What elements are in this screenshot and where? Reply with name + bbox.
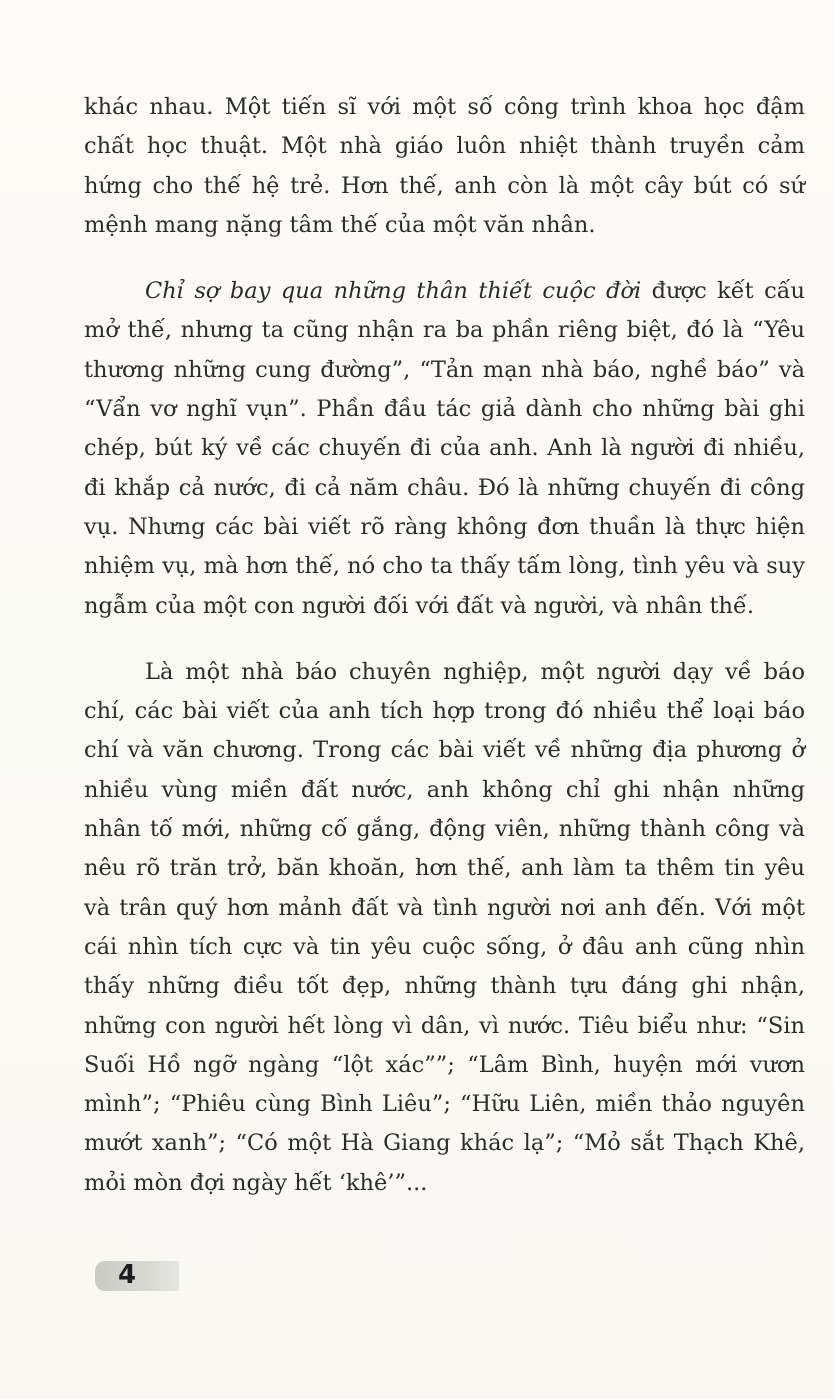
paragraph-2: [84, 272, 805, 626]
paragraph-3-text: Là một nhà báo chuyên nghiệp, một người dạy về báo chí, các bài viết của anh tích hợp trong đó nhiều thể loại báo chí và văn chương. Trong các bài viết về những địa phương ở nhiều vùng miền đất nước, anh không chỉ ghi nhận những nhân tố mới, những cố gắng, động viên, những thành công và nêu rõ trăn trở, băn khoăn, hơn thế, anh làm ta thêm tin yêu và trân quý hơn mảnh đất và tình người nơi anh đến. Với một cái nhìn tích cực và tin yêu cuộc sống, ở đâu anh cũng nhìn thấy những điều tốt đẹp, những thành tựu đáng ghi nhận, những con người hết lòng vì dân, vì nước. Tiêu biểu như: “Sin Suối Hồ ngỡ ngàng “lột xác””; “Lâm Bình, huyện mới vươn mình”; “Phiêu cùng Bình Liêu”; “Hữu Liên, miền thảo nguyên mướt xanh”; “Có một Hà Giang khác lạ”; “Mỏ sắt Thạch Khê, mỏi mòn đợi ngày hết ‘khê’”...: [84, 658, 805, 1196]
paragraph-1: [84, 88, 805, 245]
paragraph-3: [84, 653, 805, 1203]
book-title-italic: Chỉ sợ bay qua những thân thiết cuộc đời: [145, 278, 642, 305]
paragraph-gap: [84, 626, 805, 653]
page-number-tab: [95, 1261, 179, 1291]
paragraph-2-text: được kết cấu mở thế, nhưng ta cũng nhận ra ba phần riêng biệt, đó là “Yêu thương những cung đường”, “Tản mạn nhà báo, nghề báo” và “Vẩn vơ nghĩ vụn”. Phần đầu tác giả dành cho những bài ghi chép, bút ký về các chuyến đi của anh. Anh là người đi nhiều, đi khắp cả nước, đi cả năm châu. Đó là những chuyến đi công vụ. Nhưng các bài viết rõ ràng không đơn thuần là thực hiện nhiệm vụ, mà hơn thế, nó cho ta thấy tấm lòng, tình yêu và suy ngẫm của một con người đối với đất và người, và nhân thế.: [84, 278, 805, 619]
body-text: [84, 88, 805, 1203]
page-number: 4: [118, 1260, 137, 1290]
paragraph-gap: [84, 245, 805, 272]
paragraph-1-text: khác nhau. Một tiến sĩ với một số công trình khoa học đậm chất học thuật. Một nhà giáo luôn nhiệt thành truyền cảm hứng cho thế hệ trẻ. Hơn thế, anh còn là một cây bút có sứ mệnh mang nặng tâm thế của một văn nhân.: [84, 94, 805, 238]
